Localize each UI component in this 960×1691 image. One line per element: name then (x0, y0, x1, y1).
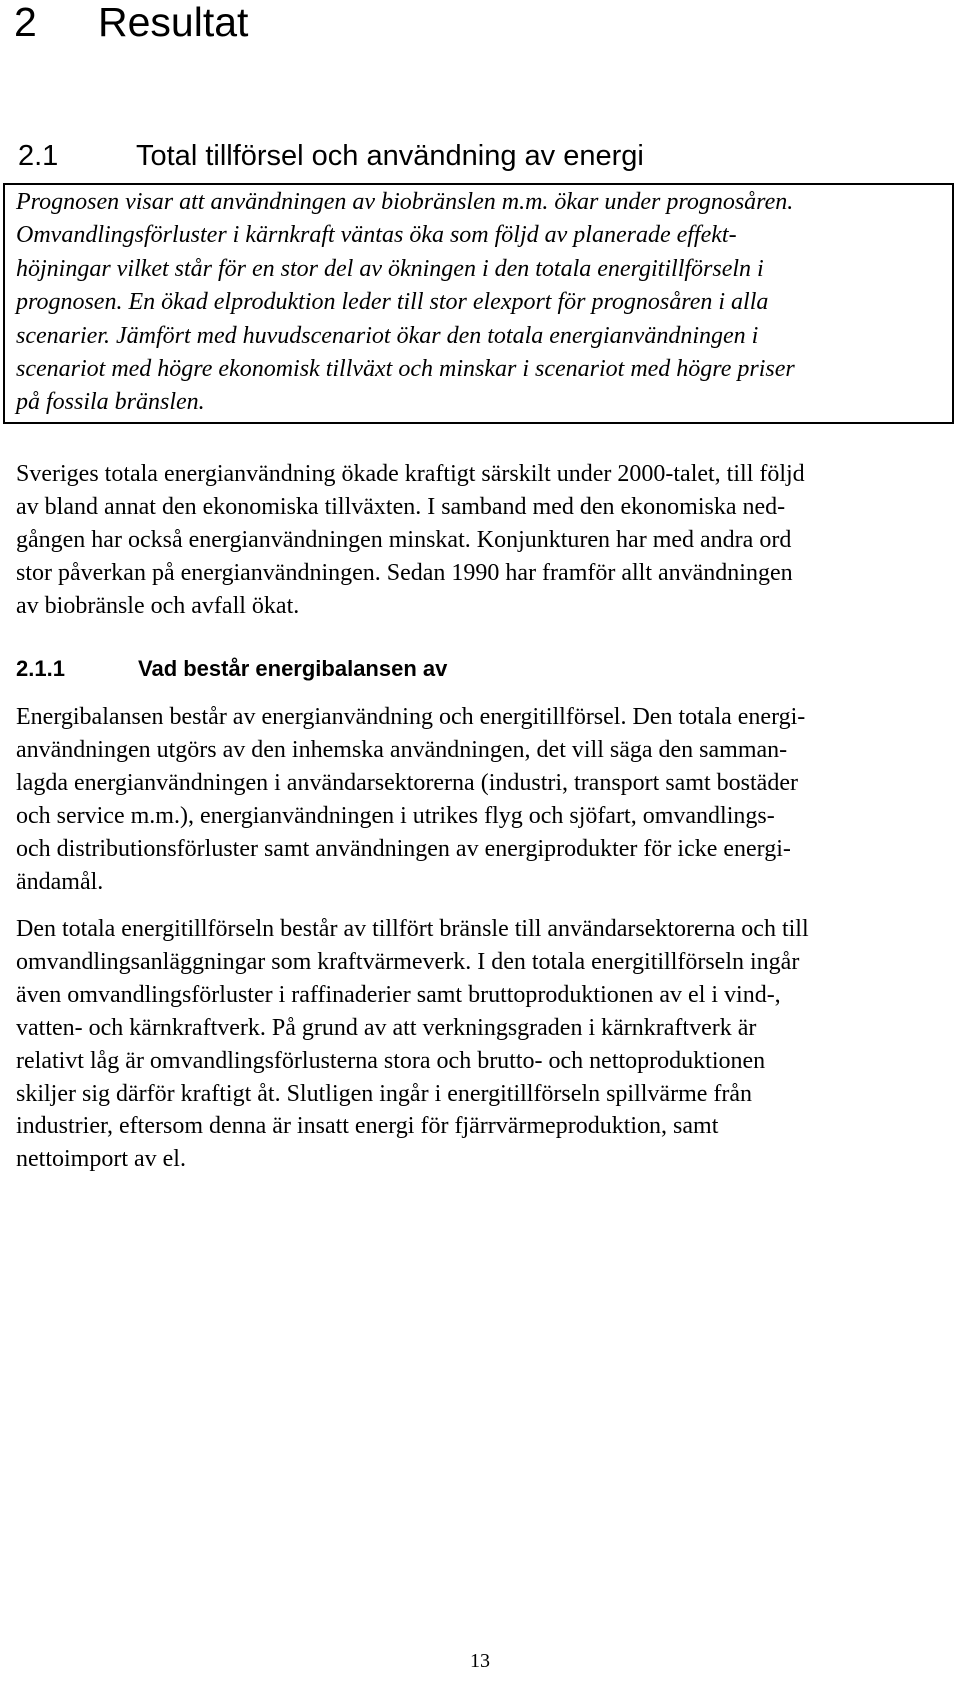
paragraph-line: vatten- och kärnkraftverk. På grund av att verkningsgraden i kärnkraftverk är (16, 1014, 757, 1041)
paragraph-line: omvandlingsanläggningar som kraftvärmeverk. I den totala energitillförseln ingår (16, 948, 800, 975)
chapter-title: Resultat (98, 0, 249, 45)
paragraph-line: Energibalansen består av energianvändning och energitillförsel. Den totala energi- (16, 704, 806, 730)
summary-line: prognosen. En ökad elproduktion leder till stor elexport för prognosåren i alla (16, 289, 769, 316)
section-heading (18, 139, 644, 173)
section-title: Total tillförsel och användning av energi (136, 140, 644, 172)
paragraph-line: och distributionsförluster samt användningen av energiprodukter för icke energi- (16, 835, 791, 862)
chapter-heading (14, 0, 248, 44)
summary-line: Omvandlingsförluster i kärnkraft väntas öka som följd av planerade effekt- (16, 222, 737, 249)
summary-paragraph (16, 186, 956, 420)
subsection-heading (16, 654, 447, 684)
paragraph-line: ändamål. (16, 868, 104, 895)
paragraph-line: Den totala energitillförseln består av tillfört bränsle till användarsektorerna och till (16, 916, 809, 942)
body-paragraph (16, 913, 956, 1176)
paragraph-line: nettoimport av el. (16, 1146, 186, 1173)
paragraph-line: lagda energianvändningen i användarsektorerna (industri, transport samt bostäder (16, 769, 798, 796)
body-paragraph (16, 701, 956, 898)
summary-line: höjningar vilket står för en stor del av ökningen i den totala energitillförseln i (16, 255, 764, 282)
summary-line: scenariot med högre ekonomisk tillväxt och minskar i scenariot med högre priser (16, 356, 795, 383)
paragraph-line: relativt låg är omvandlingsförlusterna stora och brutto- och nettoproduktionen (16, 1047, 766, 1074)
page-number: 13 (470, 1650, 490, 1672)
section-number: 2.1 (18, 140, 59, 172)
paragraph-line: stor påverkan på energianvändningen. Sedan 1990 har framför allt användningen (16, 559, 793, 586)
paragraph-line: av biobränsle och avfall ökat. (16, 592, 300, 619)
paragraph-line: skiljer sig därför kraftigt åt. Slutligen ingår i energitillförseln spillvärme från (16, 1080, 753, 1107)
subsection-title: Vad består energibalansen av (138, 656, 448, 681)
body-paragraph (16, 458, 956, 623)
summary-line: på fossila bränslen. (16, 389, 205, 416)
paragraph-line: även omvandlingsförluster i raffinaderier samt bruttoproduktionen av el i vind-, (16, 981, 781, 1008)
paragraph-line: användningen utgörs av den inhemska användningen, det vill säga den samman- (16, 736, 788, 763)
summary-line: scenarier. Jämfört med huvudscenariot ökar den totala energianvändningen i (16, 322, 759, 349)
paragraph-line: Sveriges totala energianvändning ökade kraftigt särskilt under 2000-talet, till följd (16, 461, 805, 487)
chapter-number: 2 (14, 0, 37, 45)
paragraph-line: gången har också energianvändningen minskat. Konjunkturen har med andra ord (16, 526, 792, 553)
paragraph-line: och service m.m.), energianvändningen i utrikes flyg och sjöfart, omvandlings- (16, 802, 775, 829)
subsection-number: 2.1.1 (16, 656, 65, 681)
summary-line: Prognosen visar att användningen av biobränslen m.m. ökar under prognosåren. (16, 189, 794, 215)
paragraph-line: industrier, eftersom denna är insatt energi för fjärrvärmeproduktion, samt (16, 1113, 719, 1140)
paragraph-line: av bland annat den ekonomiska tillväxten. I samband med den ekonomiska ned- (16, 493, 786, 520)
